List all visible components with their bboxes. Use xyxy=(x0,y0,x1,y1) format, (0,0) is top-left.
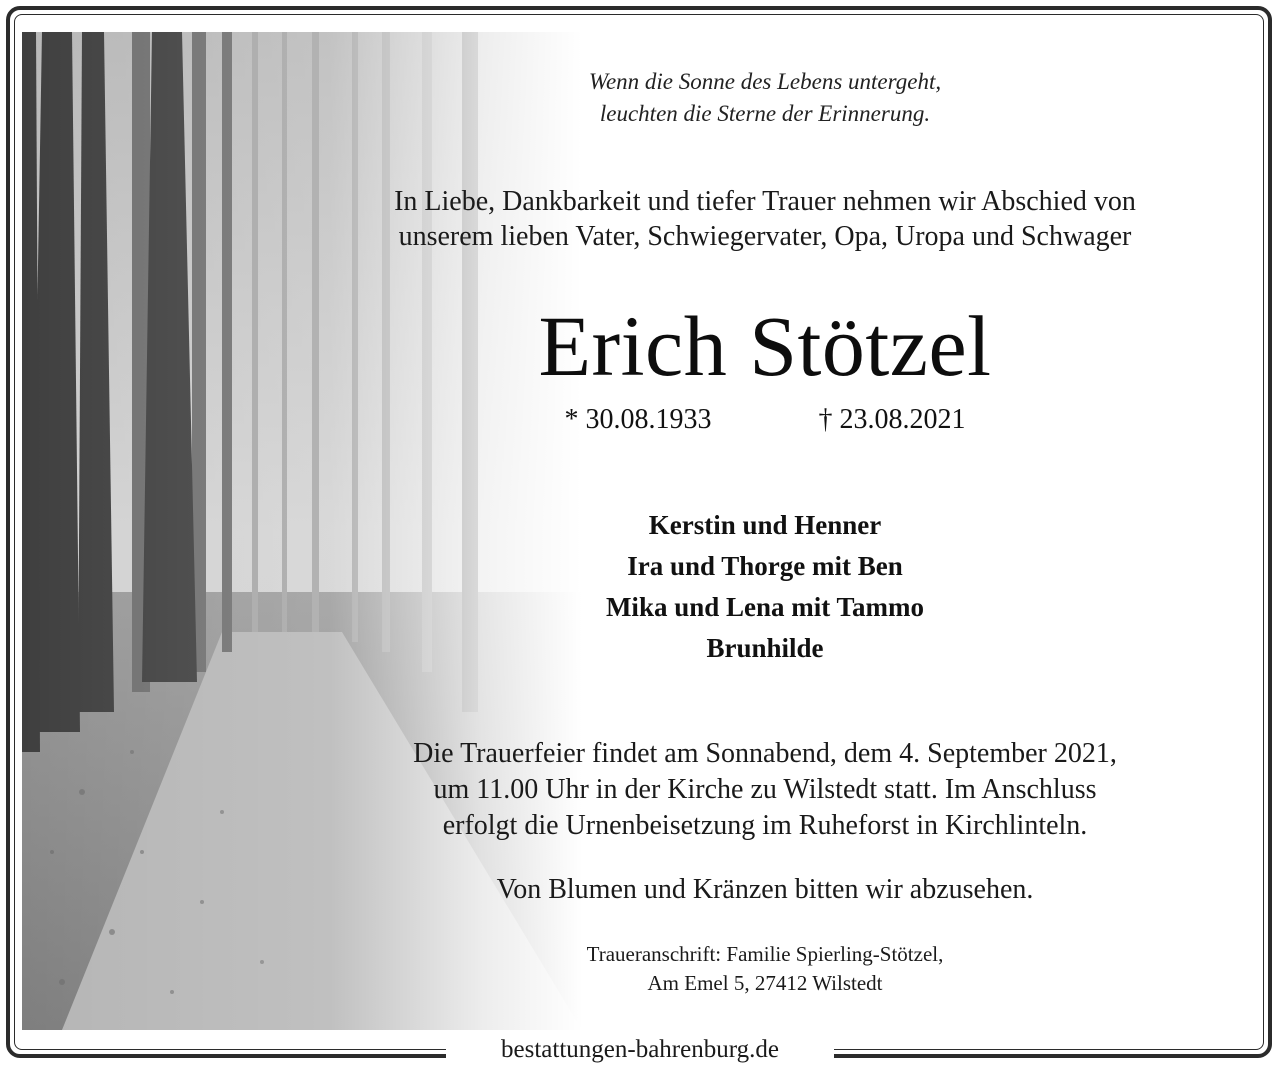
service-line-1: Die Trauerfeier findet am Sonnabend, dem 4. September 2021, xyxy=(413,738,1117,769)
life-dates xyxy=(330,402,1200,438)
family-member: Brunhilde xyxy=(706,633,824,663)
address-line-1: Traueranschrift: Familie Spierling-Stötzel, xyxy=(586,942,944,966)
family-member: Ira und Thorge mit Ben xyxy=(627,551,903,581)
service-line-2: um 11.00 Uhr in der Kirche zu Wilstedt statt. Im Anschluss xyxy=(433,774,1097,805)
family-list xyxy=(330,505,1200,669)
deceased-name: Erich Stötzel xyxy=(538,298,992,394)
family-member: Mika und Lena mit Tammo xyxy=(605,592,925,622)
intro-line-1: In Liebe, Dankbarkeit und tiefer Trauer nehmen wir Abschied von xyxy=(394,186,1136,217)
mourning-address xyxy=(330,940,1200,998)
flowers-note: Von Blumen und Kränzen bitten wir abzusehen. xyxy=(496,874,1034,905)
motto xyxy=(330,66,1200,130)
footer-website: bestattungen-bahrenburg.de xyxy=(501,1036,779,1063)
service-info xyxy=(330,736,1200,844)
motto-line-2: leuchten die Sterne der Erinnerung. xyxy=(599,101,931,126)
service-line-3: erfolgt die Urnenbeisetzung im Ruheforst in Kirchlinteln. xyxy=(442,810,1088,841)
intro-line-2: unserem lieben Vater, Schwiegervater, Opa, Uropa und Schwager xyxy=(398,221,1132,252)
intro-text xyxy=(330,184,1200,254)
birth-date: * 30.08.1933 xyxy=(564,404,712,435)
family-member: Kerstin und Henner xyxy=(648,510,882,540)
address-line-2: Am Emel 5, 27412 Wilstedt xyxy=(647,971,883,995)
death-date: † 23.08.2021 xyxy=(818,404,966,435)
motto-line-1: Wenn die Sonne des Lebens untergeht, xyxy=(588,69,942,94)
